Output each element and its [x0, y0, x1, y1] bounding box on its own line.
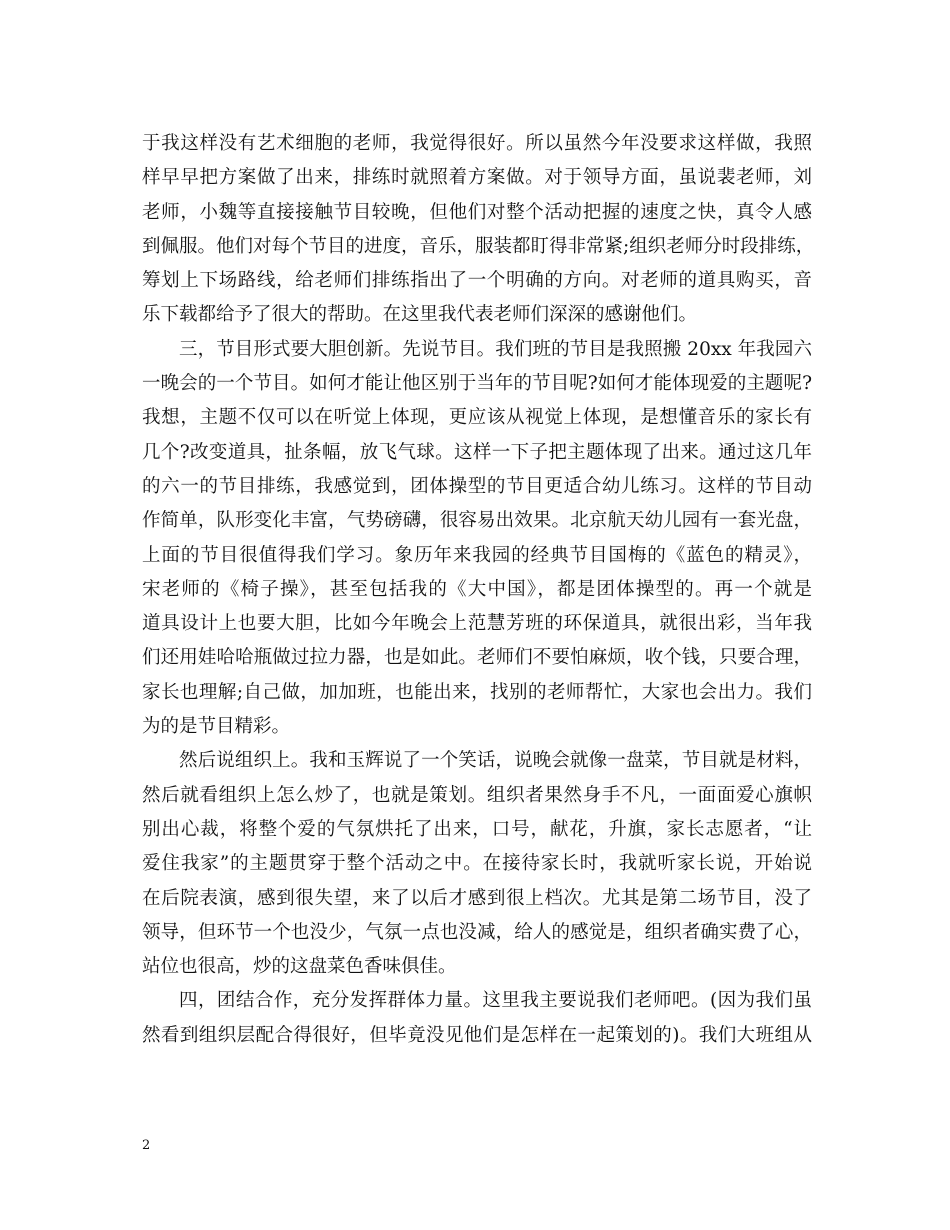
text-line: 几个?改变道具，扯条幅，放飞气球。这样一下子把主题体现了出来。通过这几年 [142, 441, 812, 463]
text-line: 于我这样没有艺术细胞的老师，我觉得很好。所以虽然今年没要求这样做，我照 [142, 133, 812, 154]
page-number: 2 [142, 1138, 151, 1153]
text-line: 站位也很高，炒的这盘菜色香味俱佳。 [142, 956, 457, 978]
text-line: 筹划上下场路线，给老师们排练指出了一个明确的方向。对老师的道具购买，音 [142, 270, 812, 292]
text-line: 然后说组织上。我和玉辉说了一个笑话，说晚会就像一盘菜，节目就是材料， [179, 750, 812, 772]
text-line: 三，节目形式要大胆创新。先说节目。我们班的节目是我照搬 20xx 年我园六 [179, 338, 812, 360]
text-line: 四，团结合作，充分发挥群体力量。这里我主要说我们老师吧。(因为我们虽 [179, 990, 812, 1012]
text-line: 道具设计上也要大胆，比如今年晚会上范慧芳班的环保道具，就很出彩，当年我 [142, 613, 812, 635]
text-line: 领导，但环节一个也没少，气氛一点也没减，给人的感觉是，组织者确实费了心， [142, 921, 812, 943]
body-text [142, 127, 815, 1053]
text-line: 们还用娃哈哈瓶做过拉力器，也是如此。老师们不要怕麻烦，收个钱，只要合理， [142, 647, 812, 669]
text-line: 的六一的节目排练，我感觉到，团体操型的节目更适合幼儿练习。这样的节目动 [142, 475, 812, 497]
text-line: 然后就看组织上怎么炒了，也就是策划。组织者果然身手不凡，一面面爱心旗帜 [142, 784, 812, 806]
text-line: 为的是节目精彩。 [142, 716, 291, 738]
text-line: 在后院表演，感到很失望，来了以后才感到很上档次。尤其是第二场节目，没了 [142, 887, 812, 909]
text-line: 到佩服。他们对每个节目的进度，音乐，服装都盯得非常紧;组织老师分时段排练， [142, 235, 815, 257]
text-line: 乐下载都给予了很大的帮助。在这里我代表老师们深深的感谢他们。 [142, 304, 698, 326]
text-line: 家长也理解;自己做，加加班，也能出来，找别的老师帮忙，大家也会出力。我们 [142, 681, 812, 703]
text-line: 然看到组织层配合得很好，但毕竟没见他们是怎样在一起策划的)。我们大班组从 [142, 1024, 812, 1046]
text-line: 老师，小魏等直接接触节目较晚，但他们对整个活动把握的速度之快，真令人感 [142, 201, 812, 223]
text-line: 宋老师的《椅子操》，甚至包括我的《大中国》，都是团体操型的。再一个就是 [142, 578, 812, 600]
text-line: 我想，主题不仅可以在听觉上体现，更应该从视觉上体现，是想懂音乐的家长有 [142, 407, 812, 429]
text-line: 别出心裁，将整个爱的气氛烘托了出来，口号，献花，升旗，家长志愿者，“让 [142, 818, 812, 840]
text-line: 一晚会的一个节目。如何才能让他区别于当年的节目呢?如何才能体现爱的主题呢? [142, 373, 812, 395]
text-line: 作简单，队形变化丰富，气势磅礴，很容易出效果。北京航天幼儿园有一套光盘， [142, 510, 812, 532]
text-line: 上面的节目很值得我们学习。象历年来我园的经典节目国梅的《蓝色的精灵》， [142, 544, 812, 566]
text-line: 样早早把方案做了出来，排练时就照着方案做。对于领导方面，虽说裴老师，刘 [142, 167, 812, 189]
text-line: 爱住我家”的主题贯穿于整个活动之中。在接待家长时，我就听家长说，开始说 [142, 853, 812, 875]
